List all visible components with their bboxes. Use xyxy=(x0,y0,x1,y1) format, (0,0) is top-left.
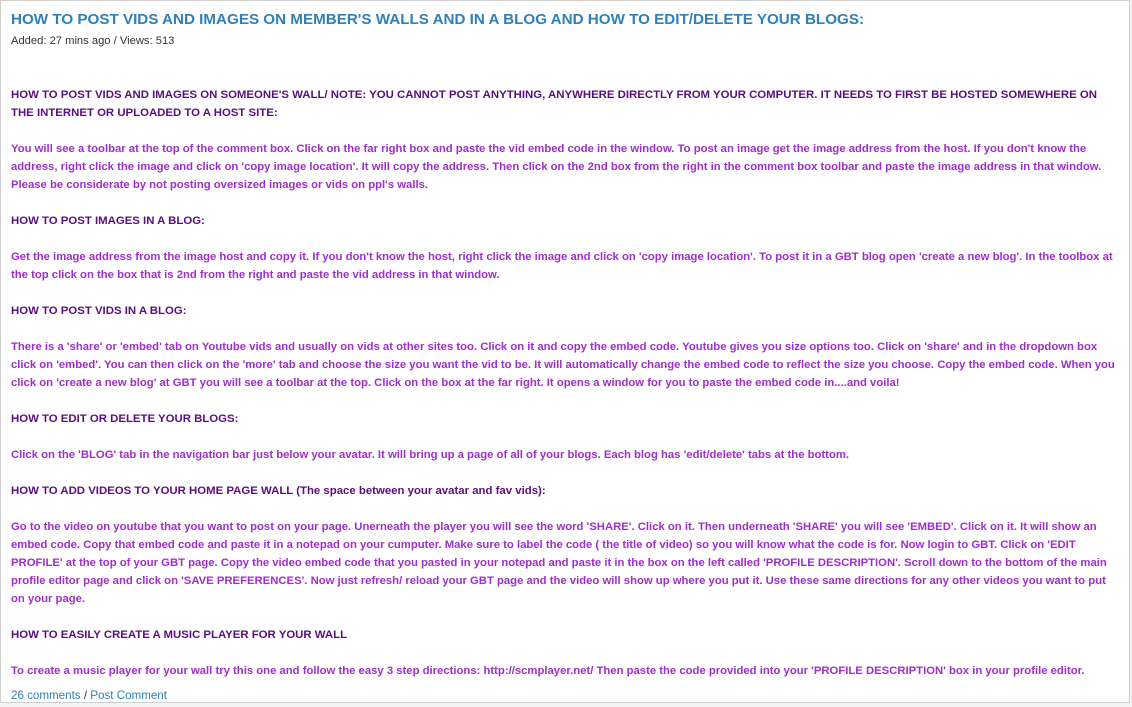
views-label: Views: xyxy=(119,35,153,47)
section-paragraph: To create a music player for your wall try this one and follow the easy 3 step directions: http://scmplayer.net/ Then paste the code provided into your 'PROFILE DESCRIPTION' box in your profile editor. xyxy=(11,665,1085,677)
post-body xyxy=(11,86,1119,680)
section-heading: HOW TO POST VIDS IN A BLOG: xyxy=(11,305,187,317)
section-heading: HOW TO EDIT OR DELETE YOUR BLOGS: xyxy=(11,413,239,425)
section-paragraph: You will see a toolbar at the top of the comment box. Click on the far right box and paste the vid embed code in the window. To post an image get the image address from the host. If you don't know the address, right click the image and click on 'copy image location'. It will copy the address. Then click on the 2nd box from the right in the comment box toolbar and paste the image address in that window. Please be considerate by not posting oversized images or vids on ppl's walls. xyxy=(11,143,1102,191)
footer-separator: / xyxy=(83,689,88,702)
section-paragraph: There is a 'share' or 'embed' tab on Youtube vids and usually on vids at other sites too. Click on it and copy the embed code. Youtube gives you size options too. Click on 'share' and in the dropdown box click on 'embed'. You can then click on the 'more' tab and choose the size you want the vid to be. It will automatically change the embed code to reflect the size you choose. Copy the embed code. When you click on 'create a new blog' at GBT you will see a toolbar at the top. Click on the box at the far right. It opens a window for you to paste the embed code in....and voila! xyxy=(11,341,1115,389)
section-heading: HOW TO POST IMAGES IN A BLOG: xyxy=(11,215,205,227)
section-vids-blog xyxy=(11,302,1119,392)
post-footer xyxy=(11,689,1119,703)
section-music-player xyxy=(11,626,1119,680)
post-meta xyxy=(11,34,1119,48)
meta-separator: / xyxy=(113,35,117,47)
comments-count-link[interactable]: 26 comments xyxy=(11,689,81,702)
added-label: Added: xyxy=(11,35,47,47)
section-paragraph: Click on the 'BLOG' tab in the navigation bar just below your avatar. It will bring up a page of all of your blogs. Each blog has 'edit/delete' tabs at the bottom. xyxy=(11,449,850,461)
section-wall-posting xyxy=(11,86,1119,194)
post-comment-link[interactable]: Post Comment xyxy=(90,689,167,702)
section-images-blog xyxy=(11,212,1119,284)
section-heading: HOW TO EASILY CREATE A MUSIC PLAYER FOR YOUR WALL xyxy=(11,629,348,641)
section-paragraph: Go to the video on youtube that you want to post on your page. Unerneath the player you will see the word 'SHARE'. Click on it. Then underneath 'SHARE' you will see 'EMBED'. Click on it. It will show an embed code. Copy that embed code and paste it in a notepad on your cumputer. Make sure to label the code ( the title of video) so you will know what the code is for. Now login to GBT. Click on 'EDIT PROFILE' at the top of your GBT page. Copy the video embed code that you pasted in your notepad and paste it in the box on the left called 'PROFILE DESCRIPTION'. Scroll down to the bottom of the main profile editor page and click on 'SAVE PREFERENCES'. Now just refresh/ reload your GBT page and the video will show up where you put it. Use these same directions for any other videos you want to put on your page. xyxy=(11,521,1107,605)
added-value: 27 mins ago xyxy=(49,35,111,47)
post-title[interactable]: HOW TO POST VIDS AND IMAGES ON MEMBER'S WALLS AND IN A BLOG AND HOW TO EDIT/DELETE YOUR BLOGS: xyxy=(11,11,865,28)
section-home-wall-videos xyxy=(11,482,1119,608)
section-paragraph: Get the image address from the image host and copy it. If you don't know the host, right click the image and click on 'copy image location'. To post it in a GBT blog open 'create a new blog'. In the toolbox at the top click on the box that is 2nd from the right and paste the vid address in that window. xyxy=(11,251,1113,281)
section-heading: HOW TO POST VIDS AND IMAGES ON SOMEONE'S WALL/ NOTE: YOU CANNOT POST ANYTHING, ANYWHERE DIRECTLY FROM YOUR COMPUTER. IT NEEDS TO FIRST BE HOSTED SOMEWHERE ON THE INTERNET OR UPLOADED TO A HOST SITE: xyxy=(11,89,1097,119)
views-value: 513 xyxy=(155,35,175,47)
section-edit-delete xyxy=(11,410,1119,464)
section-heading: HOW TO ADD VIDEOS TO YOUR HOME PAGE WALL (The space between your avatar and fav vids): xyxy=(11,485,546,497)
